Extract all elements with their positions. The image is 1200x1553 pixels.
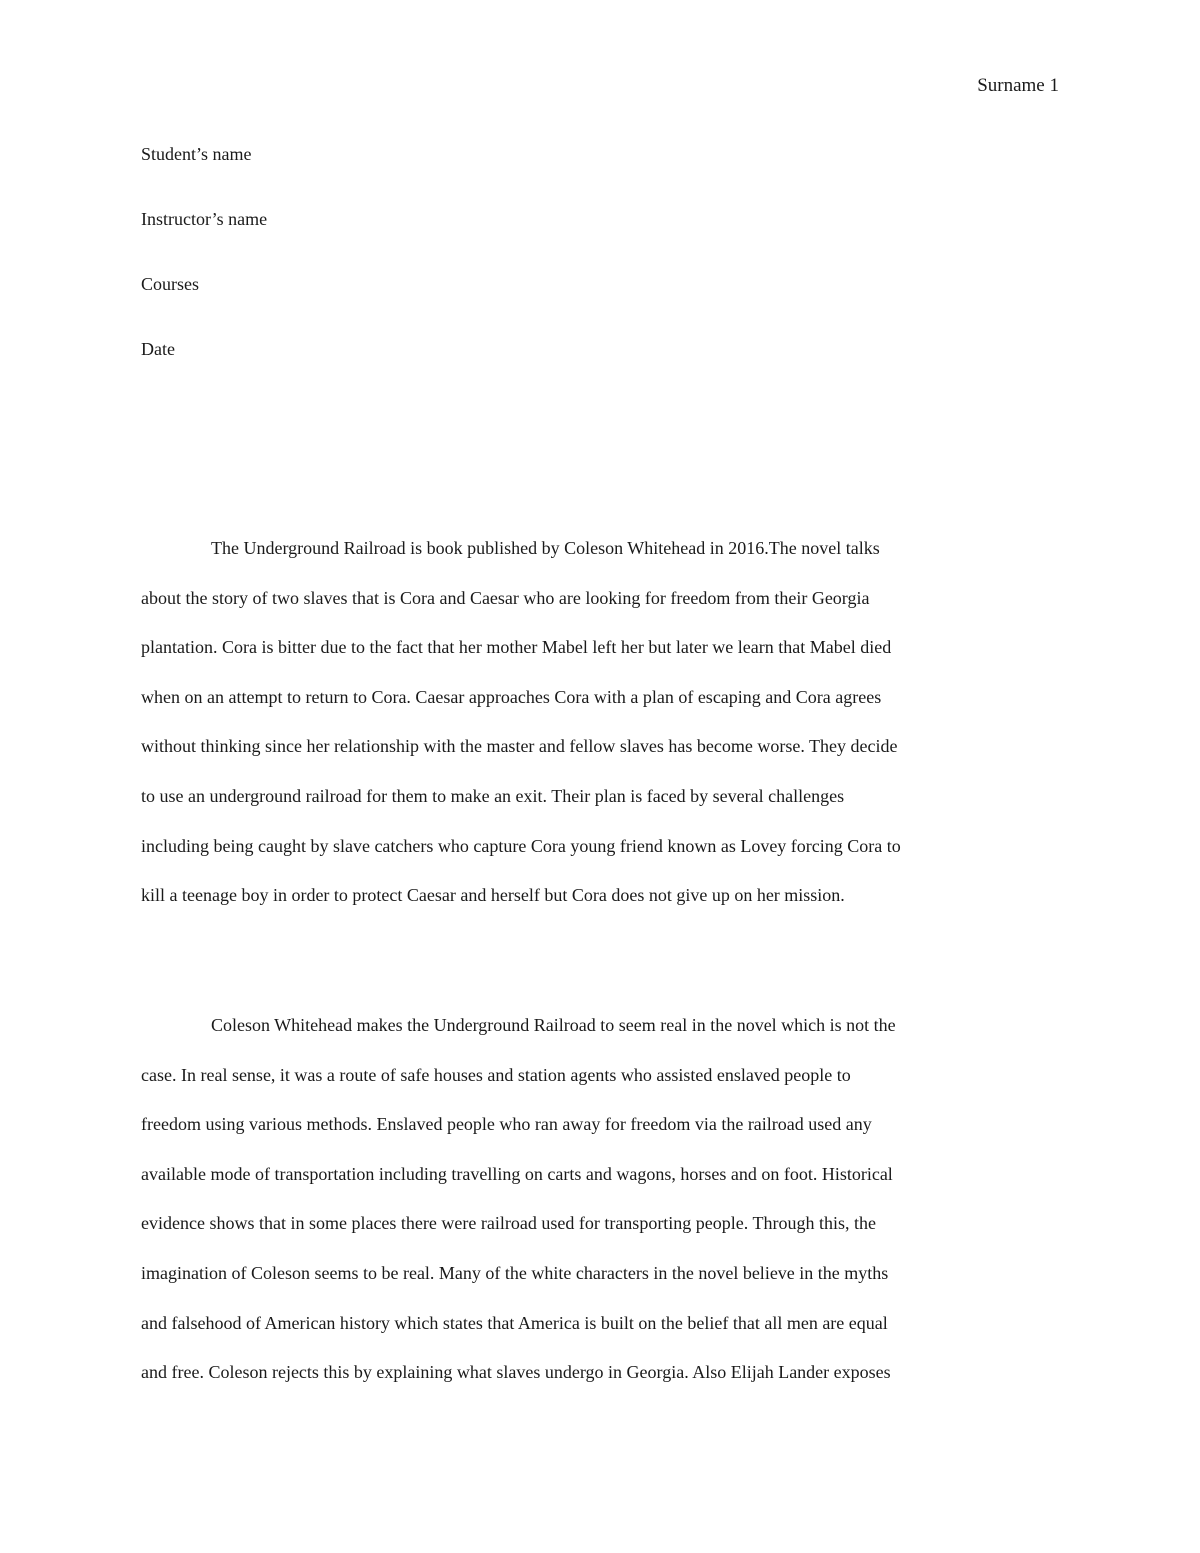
paragraph-line: about the story of two slaves that is Cora and Caesar who are looking for freedom from their Georgia (141, 587, 870, 608)
paragraph-line: imagination of Coleson seems to be real. Many of the white characters in the novel believe in the myths (141, 1262, 889, 1283)
paragraph-line: Coleson Whitehead makes the Underground Railroad to seem real in the novel which is not the (211, 1015, 896, 1035)
paragraph-line: and free. Coleson rejects this by explaining what slaves undergo in Georgia. Also Elijah Lander exposes (141, 1362, 891, 1383)
student-name: Student’s name (141, 144, 252, 164)
paragraph-line: case. In real sense, it was a route of safe houses and station agents who assisted enslaved people to (141, 1064, 851, 1085)
paragraph-line: when on an attempt to return to Cora. Caesar approaches Cora with a plan of escaping and Cora agrees (141, 686, 882, 707)
paragraph-line: The Underground Railroad is book published by Coleson Whitehead in 2016.The novel talks (211, 538, 880, 558)
course-name: Courses (141, 274, 199, 294)
paragraph-line: freedom using various methods. Enslaved people who ran away for freedom via the railroad used any (141, 1114, 872, 1135)
instructor-name: Instructor’s name (141, 209, 268, 229)
paragraph-2 (141, 1013, 1056, 1410)
paragraph-1 (141, 536, 1056, 933)
paragraph-line: available mode of transportation including travelling on carts and wagons, horses and on foot. Historical (141, 1163, 893, 1184)
date: Date (141, 339, 175, 359)
mla-heading (141, 142, 1051, 402)
paragraph-line: including being caught by slave catchers who capture Cora young friend known as Lovey forcing Cora to (141, 835, 901, 856)
paragraph-line: without thinking since her relationship with the master and fellow slaves has become worse. They decide (141, 736, 898, 757)
paragraph-line: and falsehood of American history which states that America is built on the belief that all men are equal (141, 1312, 888, 1333)
paragraph-line: to use an underground railroad for them to make an exit. Their plan is faced by several challenges (141, 785, 845, 806)
paragraph-line: evidence shows that in some places there were railroad used for transporting people. Through this, the (141, 1213, 876, 1234)
paragraph-line: kill a teenage boy in order to protect Caesar and herself but Cora does not give up on her mission. (141, 885, 845, 906)
paragraph-line: plantation. Cora is bitter due to the fact that her mother Mabel left her but later we learn that Mabel died (141, 637, 892, 658)
page-header-surname: Surname 1 (977, 75, 1059, 96)
